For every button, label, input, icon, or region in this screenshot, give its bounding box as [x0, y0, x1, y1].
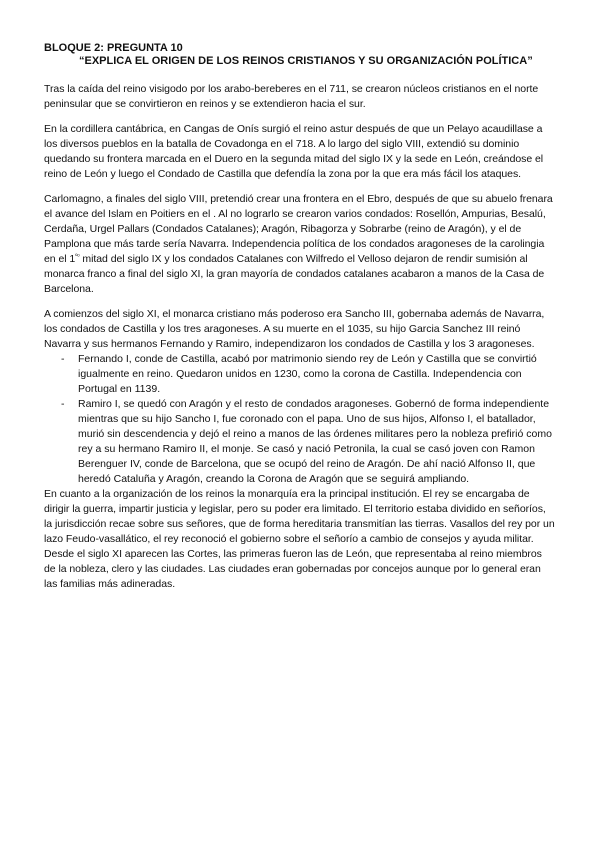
section-heading: BLOQUE 2: PREGUNTA 10 [44, 42, 183, 54]
paragraph-carlomagno-part2: mitad del siglo IX y los condados Catalanes con Wilfredo el Velloso dejaron de rendir sumisión al monarca franco a final del siglo XI, la gran mayoría de condados catalanes acabaron a manos de la Casa de Barcelona. [44, 253, 545, 295]
paragraph-asturias: En la cordillera cantábrica, en Cangas de Onís surgió el reino astur después de que un Pelayo acaudillase a los diversos pueblos en la batalla de Covadonga en el 718. A lo largo del siglo VIII, extendió su dominio quedando su frontera marcada en el Duero en la segunda mitad del siglo IX y la sede en León, creándose el reino de León y luego el Condado de Castilla que defendía la zona por la que era más fácil los ataques. [44, 123, 544, 180]
list-bullet: - [61, 398, 65, 410]
paragraph-intro: Tras la caída del reino visigodo por los arabo-bereberes en el 711, se crearon núcleos cristianos en el norte peninsular que se convirtieron en reinos y se extendieron hacia el sur. [44, 83, 539, 110]
ordinal-superscript: ºᵒ [75, 254, 80, 260]
paragraph-sancho: A comienzos del siglo XI, el monarca cristiano más poderoso era Sancho III, gobernaba además de Navarra, los condados de Castilla y los tres aragoneses. A su muerte en el 1035, su hijo Garcia Sanchez III reinó Navarra y sus hermanos Fernando y Ramiro, independizaron los condados de Castilla y los 3 aragoneses. [44, 308, 545, 350]
paragraph-organization: En cuanto a la organización de los reinos la monarquía era la principal institución. El rey se encargaba de dirigir la guerra, impartir justicia y legislar, pero su poder era limitado. El territorio estaba dividido en señoríos, la jurisdicción recae sobre sus señores, que de forma hereditaria transmitían las tierras. Vasallos del rey por un lazo Feudo-vasallático, el rey reconoció el gobierno sobre el señorío a cambio de consejos y ayuda militar. Desde el siglo XI aparecen las Cortes, las primeras fueron las de León, que representaba al reino miembros de la nobleza, clero y las ciudades. Las ciudades eran gobernadas por concejos aunque por lo general eran las familias más adineradas. [44, 488, 555, 590]
list-bullet: - [61, 353, 65, 365]
list-item-fernando [44, 352, 556, 397]
list-item-text: Ramiro I, se quedó con Aragón y el resto de condados aragoneses. Gobernó de forma independiente mientras que su hijo Sancho I, fue coronado con el papa. Uno de sus hijos, Alfonso I, el batallador, murió sin descendencia y dejó el reino a manos de las órdenes militares pero la nobleza prefirió como rey a su hermano Ramiro II, el monje. Se casó y nació Petronila, la cual se casó joven con Ramon Berenguer IV, conde de Barcelona, que se ocupó del reino de Aragón. De ahí nació Alfonso II, que heredó Cataluña y Aragón, creando la Corona de Aragón que se seguirá ampliando. [78, 398, 552, 485]
list-item-ramiro [44, 397, 556, 487]
paragraph-carlomagno [44, 192, 556, 297]
kingdoms-list [44, 352, 556, 487]
question-title: “EXPLICA EL ORIGEN DE LOS REINOS CRISTIANOS Y SU ORGANIZACIÓN POLÍTICA” [79, 55, 533, 67]
document-page [44, 42, 556, 592]
paragraph-carlomagno-part1: Carlomagno, a finales del siglo VIII, pretendió crear una frontera en el Ebro, después de que su abuelo frenara el avance del Islam en Poitiers en el . Al no lograrlo se crearon varios condados: Rosellón, Ampurias, Besalú, Cerdaña, Urgel Pallars (Condados Catalanes); Aragón, Ribagorza y Sobrarbe (reino de Aragón), y el de Pamplona que más tarde sería Navarra. Independencia política de los condados aragoneses de la carolingia en el 1 [44, 193, 553, 265]
list-item-text: Fernando I, conde de Castilla, acabó por matrimonio siendo rey de León y Castilla que se convirtió igualmente en reino. Quedaron unidos en 1230, como la corona de Castilla. Independencia con Portugal en 1139. [78, 353, 537, 395]
